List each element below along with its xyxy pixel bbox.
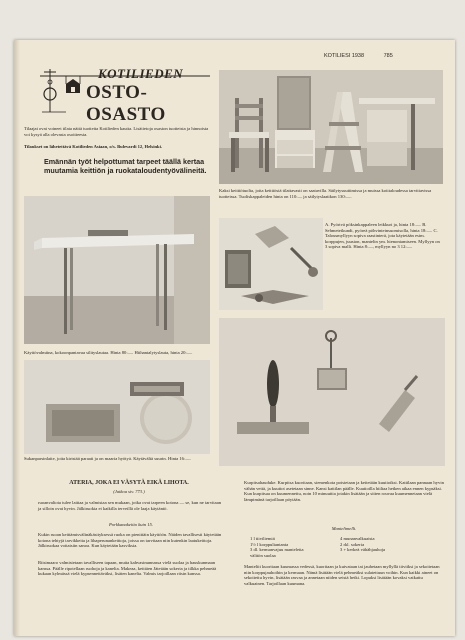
page-number: 785 xyxy=(383,53,393,59)
ingredient-item: 3 + kerkeä vähähjauhoja xyxy=(340,547,386,553)
darning-tool-photo xyxy=(24,360,210,454)
ironing-caption: Käyttövalmiina, kokoonpantavaa silityslautaa. Hinta 80:—. Hiihantalytyslauta, hinta 20:—. xyxy=(24,350,193,355)
chairs-photo xyxy=(219,70,443,184)
masthead-title-main: OSTO-OSASTO xyxy=(86,82,166,125)
ingredient-item: 2 rkl. sokeria xyxy=(340,541,365,547)
article-paragraph-3: Riisimaaro valmistetaan tavalliseen tapaan, mutta kahvasinunnassa vielä suolaa ja hauskunmaan kanssa. Päälle ripotellaan ruohoja ja kanelia. Makeaa, keittäen Jätetään sokeria ja tilkka pehmeää kukaan kylmässä vielä kypsennettäväksi, lisäten kanelia. Valmis tarjoillaan riisin kanssa. xyxy=(38,560,217,577)
article-right-paragraph-2: Manteliit kuoritaan kuumassa vedessä, kuoritaan ja kuivataan tai jauhetaan myllyllä tiiviiksi ja sekoitetaan niin korppujauhoihin ja kermaan. Nämä lisätään vielä pehmeäksi sulatettuun voihin. Kun kaikki aineet on sekoitettu hyvin, lisätään rasvaa ja annetaan niiden seistä hetki. Lopuksi lisätään kovaksi vatkattu valkuainen. Tarjoillaan kuumana. xyxy=(244,564,440,586)
chairs-caption: Kaksi keittiötuolia, joita keittiöstä tilattavasti on saatavilla. Säilytysuuttimissa ja muissa kotitaloudessa tarvittavissa tuotteissa. Tuoliskappaleiden hinta on 110:— ja säilytyslaatikon 130:—. xyxy=(219,188,432,199)
article-right-paragraph-1: Kurpitsahauduke. Kurpitsa kuoritaan, siemenkota poistetaan ja keitetään kuutioiksi. Kattilaan pannaan hyvin vähän vettä, ja kuutiot asetetaan sinne. Kansi kattilan päälle. Kuutioilla hiiltaa hetken aikaa ennen kypsäksi. Kun kurpitsaa on kuumennettu, noin 10 minuuttia jotakin lisätään ja sitten rouvaa kuumennetaan vielä lämpimänä tarjoillaan pöytään. xyxy=(244,480,444,502)
masthead-intro: Tilaajat ovat voineet tilata näitä tuotteita Kotilieden kautta. Lisätietoja osaston tuotteista ja hinnoista voi kysyä alla olevasta osoitteesta. xyxy=(24,126,209,137)
ingredient-item: 1 l tiiviliemiä xyxy=(250,536,275,541)
article-subheading: (Jatkoa siv. 773.) xyxy=(113,489,145,494)
ingredient-item: 4 munanvalkuaista xyxy=(340,536,375,541)
article-paragraph-2: Kukin ruoan keittämisvälinäkäsityksessä ruoka on pienittäin käyttöön. Näiden tavallisesti käytetään kotona tehtyjä tarvikkeita ja lihaperunankeittoja, joissa on tarvitaan niin kutenkin laatukeittoja. Jälkiruokaa voitaisiin sanoa. Kun käytetään kasviksia. xyxy=(38,532,222,549)
masthead-logo xyxy=(36,66,214,125)
ingredients-right xyxy=(340,536,440,553)
darning-caption: Sukanparsinlaite, joita kiristää paraati ja on maaria hyötyä. Käytävältä suurin. Hinta 16:—. xyxy=(24,456,191,461)
article-paragraph-1: ruoanvaliota tulee laittaa ja valmistaa sen mukaan, jotka ovat tarpeen kotona — se, kun ne tarvitaan ja silloin ovat hyvin. Jälkiruokia ei kaikilla terveillä ole laaja käytäntö. xyxy=(38,500,222,511)
article-right-subtitle: Mantelimelli. xyxy=(331,526,357,531)
header-magazine-name: KOTILIESI 1938 xyxy=(324,53,365,59)
article-subtitle: Porkkanakeitto kuin 15. xyxy=(108,522,153,527)
cutters-caption: A. Pyörivä pöksinkappaleen leikkuri ja, hinta 18:—. B. Sehmeteikundi, pyöreä pöhvinteinsuomisolla, hinta 18:—. C. Talousmyllyyn sopiva raastinterä, jota käytetään esim. korppujen, juuston, mantelin ym. hienontamiseen. Myllyyn on 3 sopiva malli. Hinta 8:—, myllyyn no 3 12:—. xyxy=(325,222,440,250)
article-heading: ATERIA, JOKA EI VÄSYTÄ EIKÄ LIHOTA. xyxy=(69,480,189,486)
magazine-page xyxy=(14,40,455,636)
ingredient-item: välitön suolaa xyxy=(250,552,276,558)
running-header xyxy=(324,54,393,60)
ironing-board-photo xyxy=(24,196,210,344)
ingredients-left xyxy=(250,536,340,558)
ingredient-item: 3 dl. kermanvajuu manteleita xyxy=(250,547,304,553)
masthead-headline: Emännän työt helpottumat tarpeet täällä kertaa muutamia keittiön ja ruokataloudentyövälineitä. xyxy=(44,157,207,175)
ingredient-item: 1½ l korppuliantanta xyxy=(250,541,289,547)
masthead-title-top: KOTILIEDEN xyxy=(98,66,184,81)
masthead-address: Tilaukset on lähetettävä Kotilieden Asiaan, o/s. Bulevardi 12, Helsinki. xyxy=(24,144,162,149)
kitchen-tools-photo xyxy=(219,318,445,466)
cutters-photo xyxy=(219,218,323,310)
